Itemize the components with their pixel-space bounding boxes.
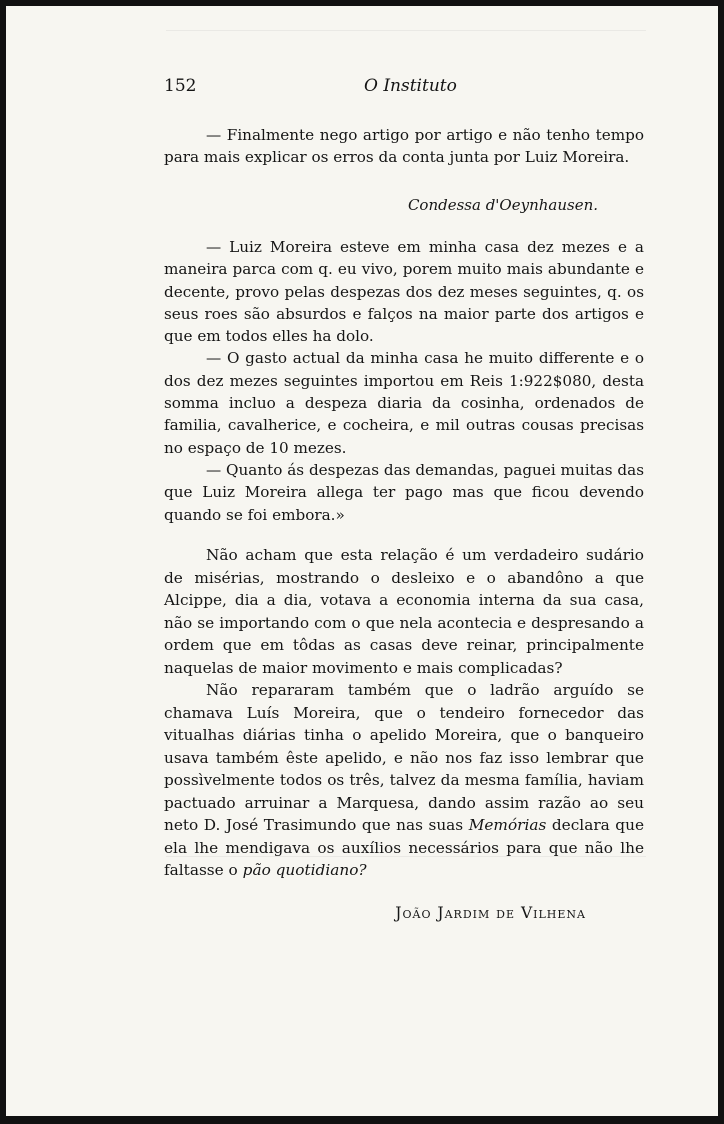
quoted-letter-body	[164, 236, 644, 526]
bleed-line	[166, 856, 646, 857]
article-text	[164, 544, 644, 882]
running-title: O Instituto	[364, 76, 457, 96]
book-page	[6, 6, 718, 1116]
quote-paragraph-1: — Finalmente nego artigo por artigo e não tenho tempo para mais explicar os erros da conta junta por Luiz Moreira.	[164, 126, 644, 167]
pao-quotidiano: pão quotidiano?	[242, 861, 367, 879]
bleed-line	[166, 30, 646, 31]
quote-signature: Condessa d'Oeynhausen.	[407, 196, 598, 214]
page-header	[164, 76, 644, 100]
quote-paragraph-2: — Luiz Moreira esteve em minha casa dez mezes e a maneira parca com q. eu vivo, porem muito mais abundante e decente, provo pelas despezas dos dez meses seguintes, q. os seus roes são absurdos e falços na maior parte dos artigos e que em todos elles ha dolo.	[164, 238, 644, 346]
memorias-title: Memórias	[468, 816, 547, 834]
author-signature: João Jardim de Vilhena	[395, 904, 586, 922]
article-paragraph-2	[164, 679, 644, 882]
article-paragraph-2-text: Não repararam também que o ladrão arguído se chamava Luís Moreira, que o tendeiro fornecedor das vitualhas diárias tinha o apelido Moreira, que o banqueiro usava também êste apelido, e não nos faz isso lembrar que possìvelmente todos os três, talvez da mesma família, haviam pactuado arruinar a Marquesa, dando assim razão ao seu neto D. José Trasimundo que nas suas	[164, 681, 644, 834]
page-number: 152	[164, 76, 197, 96]
quoted-letter-top	[164, 124, 644, 169]
article-paragraph-1: Não acham que esta relação é um verdadeiro sudário de misérias, mostrando o desleixo e o abandôno a que Alcippe, dia a dia, votava a economia interna da sua casa, não se importando com o que nela acontecia e despresando a ordem que em tôdas as casas deve reinar, principalmente naquelas de maior movimento e mais complicadas?	[164, 546, 644, 677]
quote-paragraph-3: — O gasto actual da minha casa he muito differente e o dos dez mezes seguintes importou em Reis 1:922$080, desta somma incluo a despeza diaria da cosinha, ordenados de familia, cavalherice, e cocheira, e mil outras cousas precisas no espaço de 10 mezes.	[164, 349, 644, 457]
article-paragraph-2-middle: declara que ela lhe mendigava os auxílios necessários para que não lhe faltasse o	[164, 816, 644, 879]
quote-paragraph-4: — Quanto ás despezas das demandas, paguei muitas das que Luiz Moreira allega ter pago mas que ficou devendo quando se foi embora.»	[164, 460, 644, 524]
